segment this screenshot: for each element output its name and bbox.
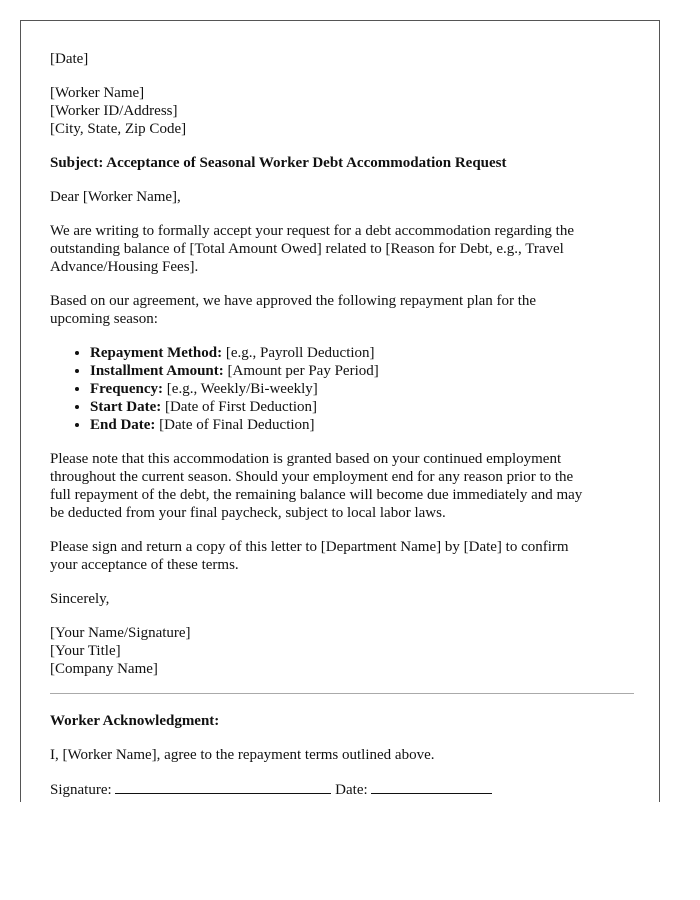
signature-label: Signature: (50, 782, 112, 798)
sender-title: [Your Title] (50, 643, 121, 659)
paragraph-line: Advance/Housing Fees]. (50, 259, 199, 275)
plan-item-value: [Amount per Pay Period] (223, 363, 379, 379)
paragraph-line: throughout the current season. Should your employment end for any reason prior to the (50, 469, 574, 485)
plan-item-end-date (90, 416, 635, 434)
date-label: Date: (335, 782, 368, 798)
plan-item-value: [e.g., Weekly/Bi-weekly] (163, 381, 318, 397)
salutation: Dear [Worker Name], (50, 189, 181, 205)
date-blank[interactable] (371, 780, 492, 794)
acknowledgment-heading: Worker Acknowledgment: (50, 713, 220, 729)
paragraph-line: be deducted from your final paycheck, subject to local labor laws. (50, 505, 446, 521)
paragraph-line: Please note that this accommodation is granted based on your continued employment (50, 451, 562, 467)
paragraph-line: upcoming season: (50, 311, 158, 327)
acknowledgment-statement: I, [Worker Name], agree to the repayment terms outlined above. (50, 747, 435, 763)
paragraph-line: Please sign and return a copy of this letter to [Department Name] by [Date] to confirm (50, 539, 569, 555)
sender-signature: [Your Name/Signature] (50, 625, 191, 641)
plan-item-frequency (90, 380, 635, 398)
recipient-city-state-zip: [City, State, Zip Code] (50, 121, 187, 137)
recipient-id-address: [Worker ID/Address] (50, 103, 178, 119)
recipient-name: [Worker Name] (50, 85, 145, 101)
section-divider (50, 693, 634, 694)
sender-company: [Company Name] (50, 661, 158, 677)
plan-item-value: [Date of First Deduction] (161, 399, 318, 415)
paragraph-line: Based on our agreement, we have approved the following repayment plan for the (50, 293, 537, 309)
plan-item-label: Repayment Method: (90, 345, 223, 361)
signature-line-row (50, 780, 635, 799)
plan-item-label: Start Date: (90, 399, 162, 415)
plan-item-label: Frequency: (90, 381, 164, 397)
signature-blank[interactable] (115, 780, 331, 794)
plan-item-label: Installment Amount: (90, 363, 224, 379)
plan-item-value: [e.g., Payroll Deduction] (222, 345, 375, 361)
paragraph-line: We are writing to formally accept your request for a debt accommodation regarding the (50, 223, 575, 239)
paragraph-line: your acceptance of these terms. (50, 557, 239, 573)
plan-item-start-date (90, 398, 635, 416)
paragraph-return-instructions (50, 538, 635, 574)
paragraph-line: outstanding balance of [Total Amount Owed] related to [Reason for Debt, e.g., Travel (50, 241, 564, 257)
closing: Sincerely, (50, 591, 110, 607)
plan-item-label: End Date: (90, 417, 156, 433)
repayment-plan-list (50, 344, 635, 434)
plan-item-value: [Date of Final Deduction] (155, 417, 315, 433)
paragraph-conditions (50, 450, 635, 522)
sender-block (50, 624, 635, 678)
letter-page (20, 20, 660, 802)
paragraph-plan-intro (50, 292, 635, 328)
letter-date: [Date] (50, 51, 89, 67)
paragraph-line: full repayment of the debt, the remaining balance will become due immediately and may (50, 487, 583, 503)
paragraph-acceptance (50, 222, 635, 276)
plan-item-repayment-method (90, 344, 635, 362)
subject-line: Subject: Acceptance of Seasonal Worker Debt Accommodation Request (50, 155, 507, 171)
plan-item-installment-amount (90, 362, 635, 380)
recipient-address (50, 84, 635, 138)
